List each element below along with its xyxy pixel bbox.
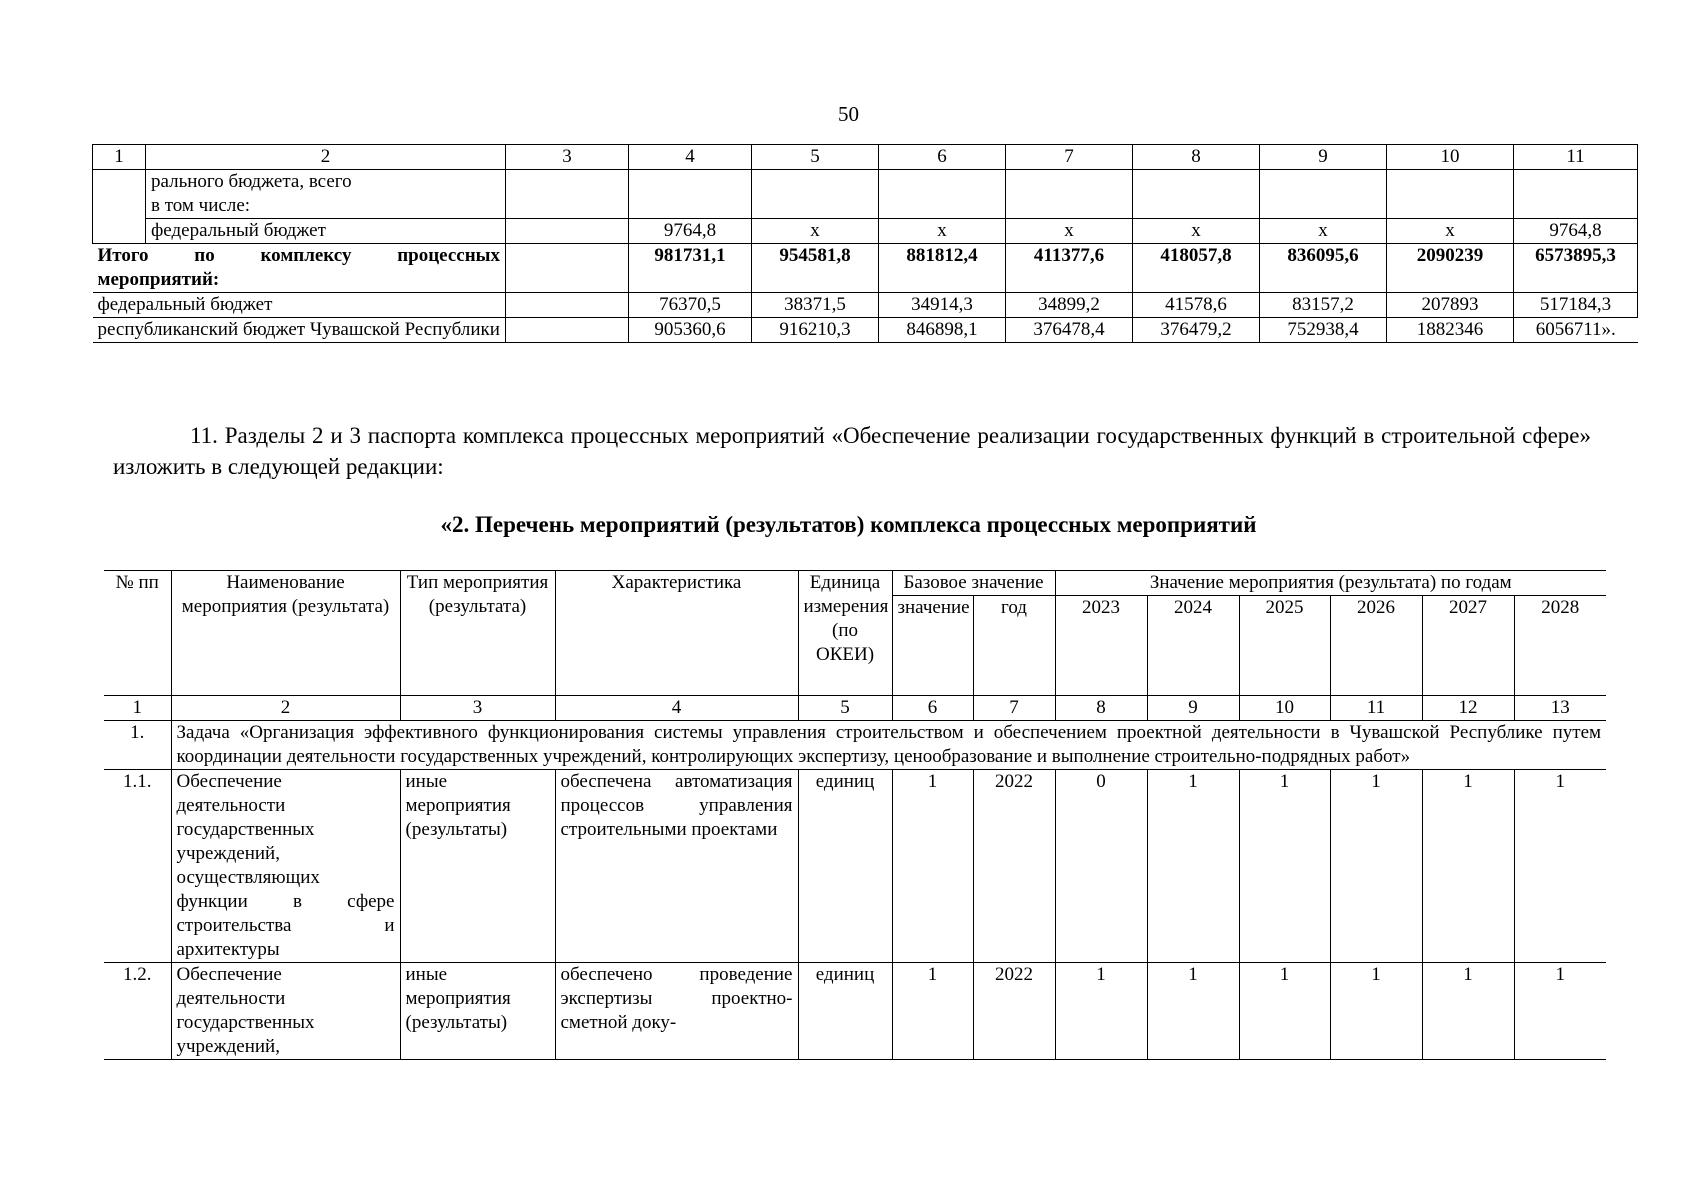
table-row: [93, 170, 1638, 219]
col-number: 13: [1514, 696, 1606, 721]
table-cell: x: [1260, 219, 1387, 244]
row-label: федеральный бюджет: [93, 293, 506, 318]
col-number: 6: [892, 696, 973, 721]
table-cell: 836095,6: [1260, 244, 1387, 293]
measures-table: [104, 570, 1606, 1060]
row-year-value: 1: [1147, 963, 1239, 1060]
row-type: иные мероприятия (результаты): [400, 963, 555, 1060]
table-cell: 376479,2: [1133, 318, 1260, 343]
header-year: 2028: [1514, 596, 1606, 696]
budget-table: [92, 144, 1638, 343]
header-row: [104, 571, 1606, 596]
row-base-value: 1: [892, 770, 973, 963]
task-text: Задача «Организация эффективного функционирования системы управления строительством и обеспечением проектной деятельности в Чувашской Республике путем координации деятельности государственных учреждений, контролирующих экспертизу, ценообразование и выполнение строительно-подрядных работ»: [171, 721, 1606, 770]
col-number: 8: [1133, 145, 1260, 170]
row-year-value: 1: [1330, 963, 1422, 1060]
table-cell: 846898,1: [879, 318, 1006, 343]
col-number: 9: [1260, 145, 1387, 170]
header-year: 2026: [1330, 596, 1422, 696]
table-cell: 2090239: [1387, 244, 1514, 293]
table-row: [93, 318, 1638, 343]
table-cell: 916210,3: [752, 318, 879, 343]
header-base-year: год: [973, 596, 1055, 696]
table-cell: 418057,8: [1133, 244, 1260, 293]
table-cell: x: [1133, 219, 1260, 244]
col-number: 1: [93, 145, 146, 170]
table-row: [93, 293, 1638, 318]
table-cell: 83157,2: [1260, 293, 1387, 318]
budget-table-header-row: [93, 145, 1638, 170]
row-characteristic: обеспечена автоматизация процессов управления строительными проектами: [555, 770, 798, 963]
table-row: [104, 963, 1606, 1060]
row-label: федеральный бюджет: [146, 219, 506, 244]
header-base-value: значение: [892, 596, 973, 696]
col-number: 6: [879, 145, 1006, 170]
page-number: 50: [838, 102, 859, 126]
table-cell: x: [1387, 219, 1514, 244]
table-row-total: [93, 244, 1638, 293]
col-number: 3: [400, 696, 555, 721]
table-cell: 6573895,3: [1514, 244, 1638, 293]
row-year-value: 1: [1239, 770, 1330, 963]
table-cell: 954581,8: [752, 244, 879, 293]
header-type: Тип мероприятия (результата): [400, 571, 555, 696]
row-year-value: 0: [1055, 770, 1147, 963]
header-year: 2023: [1055, 596, 1147, 696]
header-num: № пп: [104, 571, 171, 696]
header-year: 2027: [1422, 596, 1514, 696]
row-year-value: 1: [1422, 770, 1514, 963]
table-cell: 752938,4: [1260, 318, 1387, 343]
row-name: Обеспечение деятельности государственных учреждений, осуществляющих функции в сфере строительства и архитектуры: [171, 770, 400, 963]
row-base-value: 1: [892, 963, 973, 1060]
col-number: 3: [506, 145, 629, 170]
col-number: 2: [146, 145, 506, 170]
row-year-value: 1: [1422, 963, 1514, 1060]
row-label: рального бюджета, всего: [151, 171, 352, 192]
table-row: [93, 219, 1638, 244]
col-number: 11: [1330, 696, 1422, 721]
col-number: 11: [1514, 145, 1638, 170]
task-num: 1.: [104, 721, 171, 770]
table-cell: 34914,3: [879, 293, 1006, 318]
table-cell: 76370,5: [629, 293, 752, 318]
column-numbers-row: [104, 696, 1606, 721]
col-number: 5: [752, 145, 879, 170]
row-year-value: 1: [1330, 770, 1422, 963]
col-number: 1: [104, 696, 171, 721]
table-cell: 6056711».: [1514, 318, 1638, 343]
table-cell: x: [1006, 219, 1133, 244]
table-cell: 38371,5: [752, 293, 879, 318]
row-year-value: 1: [1514, 963, 1606, 1060]
row-num: 1.2.: [104, 963, 171, 1060]
row-label: республиканский бюджет Чувашской Республики: [93, 318, 506, 343]
col-number: 10: [1239, 696, 1330, 721]
table-cell: 905360,6: [629, 318, 752, 343]
col-number: 7: [973, 696, 1055, 721]
table-cell: 41578,6: [1133, 293, 1260, 318]
body-paragraph: 11. Разделы 2 и 3 паспорта комплекса процессных мероприятий «Обеспечение реализации государственных функций в строительной сфере» изложить в следующей редакции:: [113, 423, 1591, 479]
table-cell: x: [879, 219, 1006, 244]
table-cell: 9764,8: [629, 219, 752, 244]
header-year: 2024: [1147, 596, 1239, 696]
row-label: Итого по комплексу процессных мероприятий:: [93, 244, 506, 293]
row-year-value: 1: [1239, 963, 1330, 1060]
table-cell: 411377,6: [1006, 244, 1133, 293]
col-number: 4: [555, 696, 798, 721]
header-year: 2025: [1239, 596, 1330, 696]
col-number: 10: [1387, 145, 1514, 170]
table-cell: 376478,4: [1006, 318, 1133, 343]
table-cell: 207893: [1387, 293, 1514, 318]
row-year-value: 1: [1055, 963, 1147, 1060]
row-num: 1.1.: [104, 770, 171, 963]
header-characteristic: Характеристика: [555, 571, 798, 696]
table-cell: 981731,1: [629, 244, 752, 293]
row-base-year: 2022: [973, 963, 1055, 1060]
table-cell: 1882346: [1387, 318, 1514, 343]
row-year-value: 1: [1147, 770, 1239, 963]
table-cell: 517184,3: [1514, 293, 1638, 318]
table-row: [104, 770, 1606, 963]
col-number: 12: [1422, 696, 1514, 721]
row-characteristic: обеспечено проведение экспертизы проектно-сметной доку-: [555, 963, 798, 1060]
col-number: 7: [1006, 145, 1133, 170]
table-cell: 881812,4: [879, 244, 1006, 293]
col-number: 2: [171, 696, 400, 721]
row-unit: единиц: [798, 963, 892, 1060]
row-name: Обеспечение деятельности государственных учреждений,: [171, 963, 400, 1060]
row-year-value: 1: [1514, 770, 1606, 963]
row-unit: единиц: [798, 770, 892, 963]
col-number: 8: [1055, 696, 1147, 721]
section-title: «2. Перечень мероприятий (результатов) комплекса процессных мероприятий: [440, 512, 1257, 537]
table-cell: x: [752, 219, 879, 244]
table-cell: 34899,2: [1006, 293, 1133, 318]
header-name: Наименование мероприятия (результата): [171, 571, 400, 696]
header-base: Базовое значение: [892, 571, 1055, 596]
col-number: 9: [1147, 696, 1239, 721]
table-cell: 9764,8: [1514, 219, 1638, 244]
col-number: 4: [629, 145, 752, 170]
row-base-year: 2022: [973, 770, 1055, 963]
header-unit: Единица измерения (по ОКЕИ): [798, 571, 892, 696]
row-label: в том числе:: [151, 195, 251, 216]
header-values-by-year: Значение мероприятия (результата) по годам: [1055, 571, 1606, 596]
col-number: 5: [798, 696, 892, 721]
row-type: иные мероприятия (результаты): [400, 770, 555, 963]
task-row: [104, 721, 1606, 770]
